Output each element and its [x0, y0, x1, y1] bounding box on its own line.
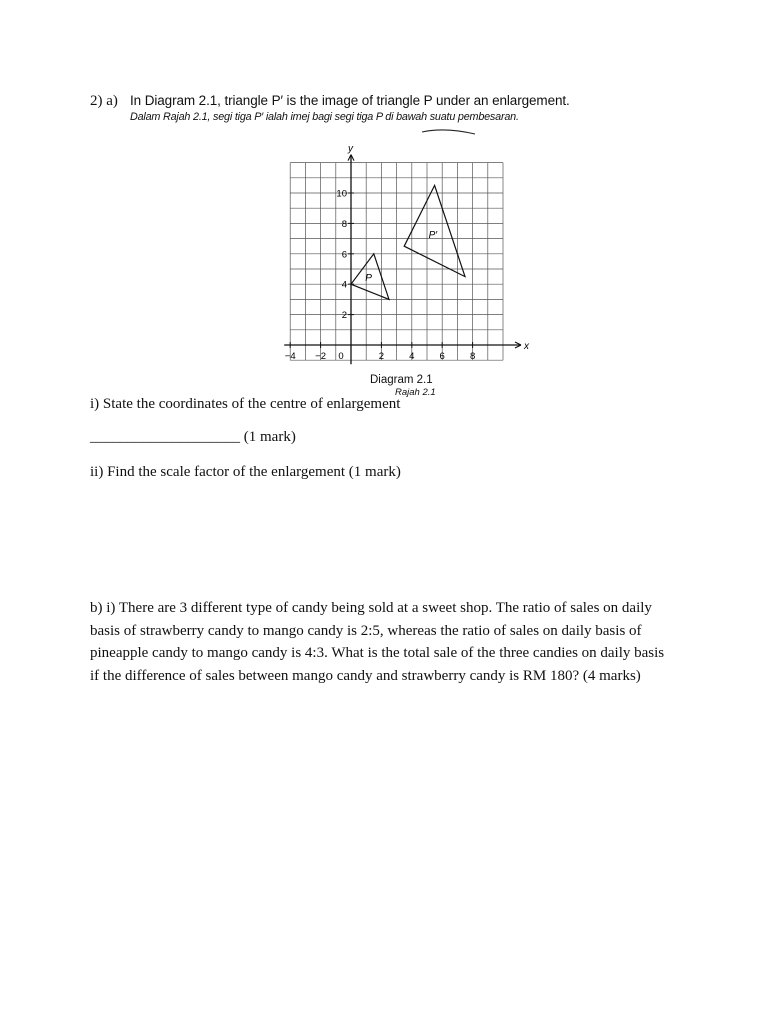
x-tick-label: 4 — [409, 351, 415, 362]
triangle-p — [351, 254, 389, 300]
enlargement-diagram — [270, 130, 530, 375]
part-ii-prompt: ii) Find the scale factor of the enlargement (1 mark) — [90, 464, 401, 480]
x-axis-label: x — [524, 341, 529, 352]
y-tick-label: 2 — [341, 310, 347, 322]
x-tick-label: 8 — [469, 351, 476, 362]
x-tick-label: 0 — [338, 351, 344, 362]
question-intro-english: In Diagram 2.1, triangle P′ is the image of triangle P under an enlargement. — [130, 93, 570, 108]
diagram-caption-malay: Rajah 2.1 — [395, 387, 436, 398]
part-i-answer-line: ____________________ (1 mark) — [90, 429, 296, 445]
y-tick-label: 8 — [341, 218, 347, 230]
y-axis-label: y — [348, 143, 353, 155]
part-b-question: b) i) There are 3 different type of candy being sold at a sweet shop. The ratio of sales on daily basis of strawberry candy to mango candy is 2:5, whereas the ratio of sales on daily basis of pineapple candy to mango candy is 4:3. What is the total sale of the three candies on daily basis if the difference of sales between mango candy and strawberry candy is RM 180? (4 marks) — [90, 600, 665, 684]
part-i-prompt: i) State the coordinates of the centre of enlargement — [90, 396, 401, 412]
question-intro-malay: Dalam Rajah 2.1, segi tiga P′ ialah imej bagi segi tiga P di bawah suatu pembesaran. — [130, 111, 519, 123]
x-tick-label: 6 — [439, 351, 445, 362]
y-tick-label: 4 — [341, 279, 347, 291]
tri-p-label: P — [365, 273, 372, 285]
diagram-caption: Diagram 2.1 — [370, 374, 433, 386]
question-number: 2) a) — [90, 93, 118, 109]
x-tick-label: −4 — [284, 351, 296, 362]
x-tick-label: 2 — [378, 351, 385, 362]
triangle-p-image — [404, 185, 465, 276]
grid — [290, 163, 503, 361]
y-tick-label: 10 — [336, 188, 347, 200]
x-tick-label: −2 — [315, 351, 327, 362]
axis-ticks — [285, 189, 475, 363]
y-tick-label: 6 — [341, 249, 347, 261]
tri-pp-label: P′ — [428, 230, 438, 242]
